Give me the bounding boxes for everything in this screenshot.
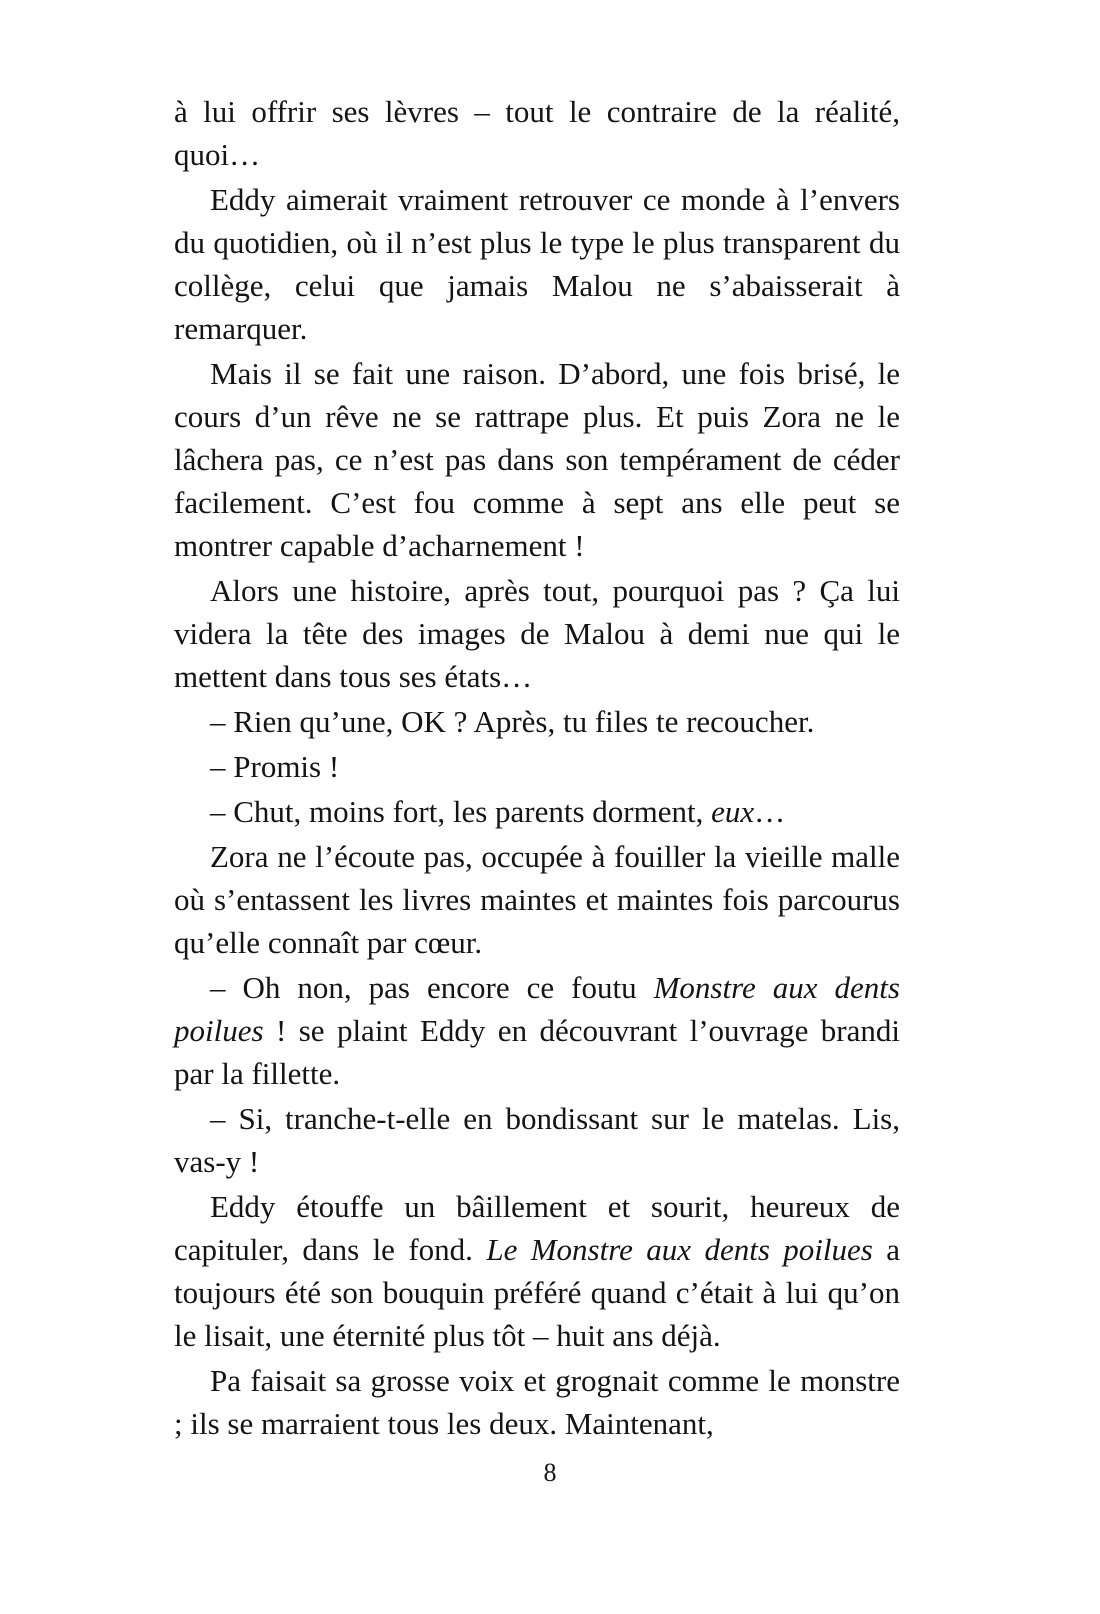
italic-emphasis: eux bbox=[711, 794, 755, 829]
body-text bbox=[174, 90, 900, 1445]
dialogue-line-4: – Oh non, pas encore ce foutu Monstre aux dents poilues ! se plaint Eddy en découvrant l’ouvrage brandi par la fillette. bbox=[174, 970, 900, 1091]
book-title-italic: Monstre aux dents poilues bbox=[174, 970, 900, 1048]
page-number: 8 bbox=[543, 1458, 557, 1487]
dialogue-line-2: – Promis ! bbox=[210, 749, 340, 784]
book-title-italic: Le Monstre aux dents poilues bbox=[486, 1232, 873, 1267]
paragraph-2: Eddy aimerait vraiment retrouver ce monde à l’envers du quotidien, où il n’est plus le type le plus transparent du collège, celui que jamais Malou ne s’abaisserait à remarquer. bbox=[174, 182, 900, 346]
dialogue-line-1: – Rien qu’une, OK ? Après, tu files te recoucher. bbox=[210, 704, 815, 739]
dialogue-line-3: – Chut, moins fort, les parents dorment, eux… bbox=[210, 794, 786, 829]
paragraph-5: Zora ne l’écoute pas, occupée à fouiller la vieille malle où s’entassent les livres maintes et maintes fois parcourus qu’elle connaît par cœur. bbox=[174, 839, 900, 960]
paragraph-3: Mais il se fait une raison. D’abord, une fois brisé, le cours d’un rêve ne se rattrape plus. Et puis Zora ne le lâchera pas, ce n’est pas dans son tempérament de céder facilement. C’est fou comme à sept ans elle peut se montrer capable d’acharnement ! bbox=[174, 356, 900, 563]
paragraph-1: à lui offrir ses lèvres – tout le contraire de la réalité, quoi… bbox=[174, 94, 900, 172]
dialogue-line-5: – Si, tranche-t-elle en bondissant sur le matelas. Lis, vas-y ! bbox=[174, 1101, 900, 1179]
paragraph-6: Eddy étouffe un bâillement et sourit, heureux de capituler, dans le fond. Le Monstre aux dents poilues a toujours été son bouquin préféré quand c’était à lui qu’on le lisait, une éternité plus tôt – huit ans déjà. bbox=[174, 1189, 901, 1353]
paragraph-7: Pa faisait sa grosse voix et grognait comme le monstre ; ils se marraient tous les deux. Maintenant, bbox=[174, 1363, 900, 1441]
paragraph-4: Alors une histoire, après tout, pourquoi pas ? Ça lui videra la tête des images de Malou à demi nue qui le mettent dans tous ses états… bbox=[174, 573, 900, 694]
